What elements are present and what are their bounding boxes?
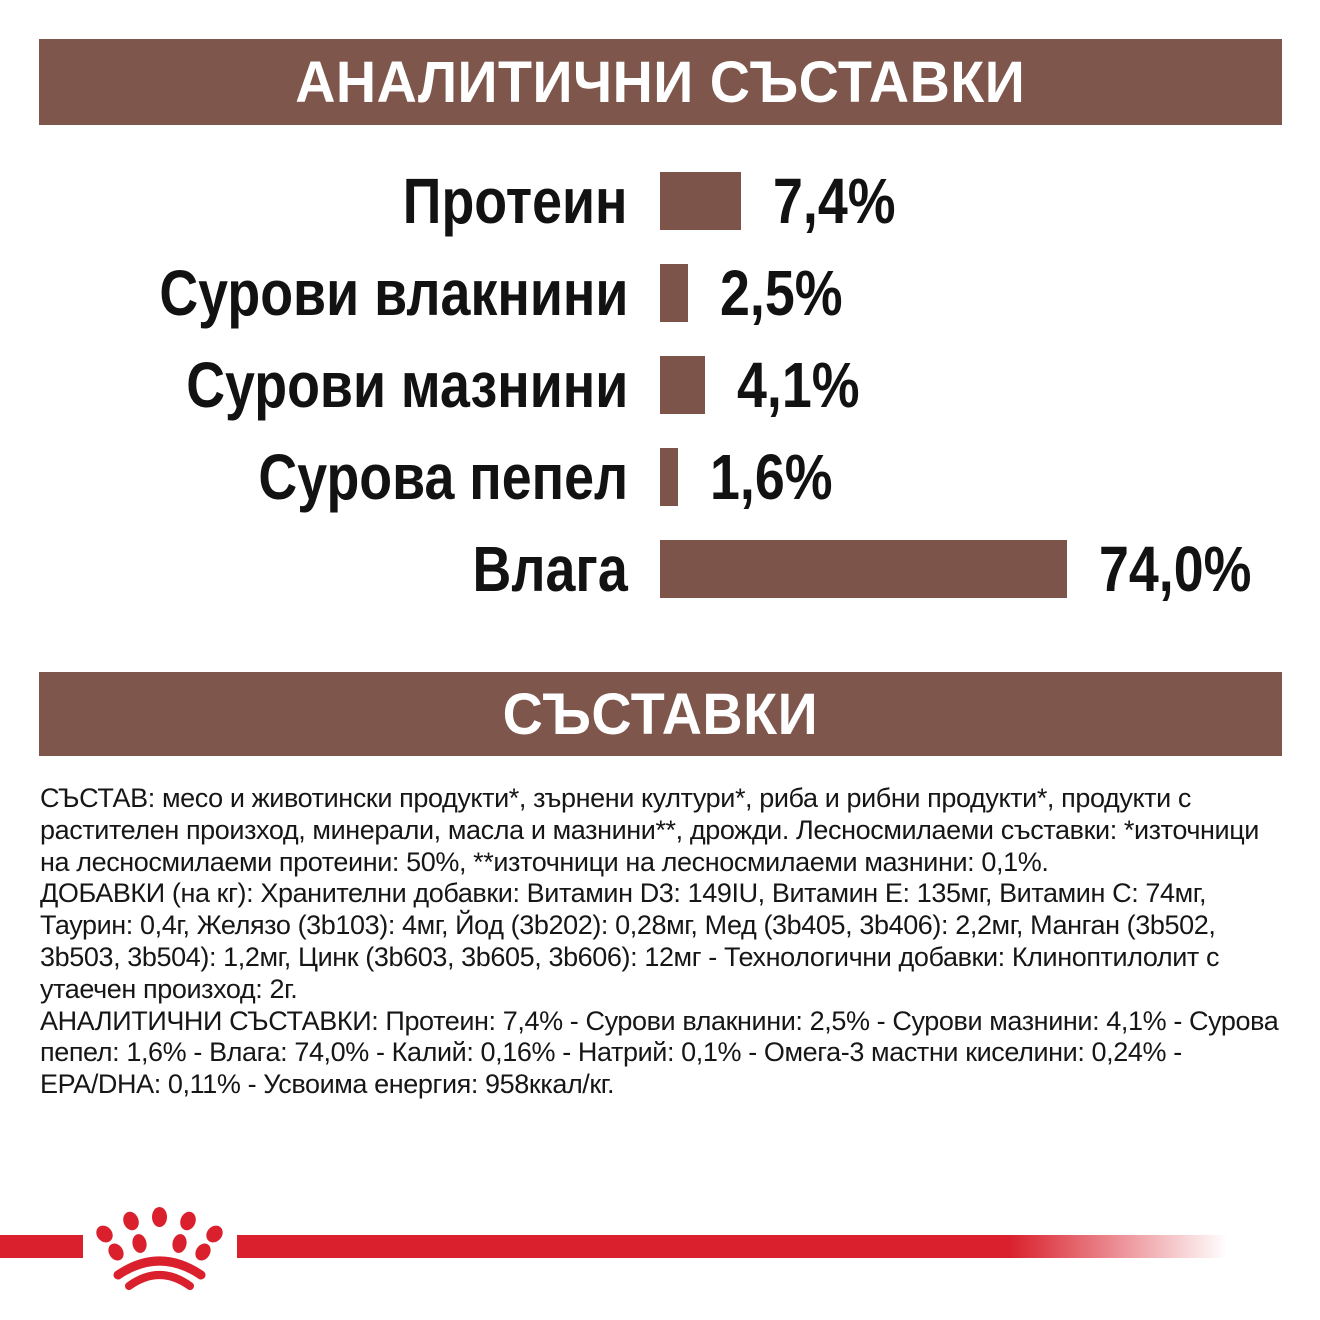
chart-row-value: 74,0% <box>1099 533 1252 605</box>
chart-bar <box>660 172 741 230</box>
analytical-constituents-paragraph: АНАЛИТИЧНИ СЪСТАВКИ: Протеин: 7,4% - Сурови влакнини: 2,5% - Сурови мазнини: 4,1% - Сурова пепел: 1,6% - Влага: 74,0% - Калий: 0,16% - Натрий: 0,1% - Омега-3 мастни киселини: 0,24% - EPA/DHA: 0,11% - Усвоима енергия: 958ккал/кг. <box>40 1005 1279 1100</box>
additives-paragraph: ДОБАВКИ (на кг): Хранителни добавки: Витамин D3: 149IU, Витамин E: 135мг, Витамин C: 74мг, Таурин: 0,4г, Желязо (3b103): 4мг, Йод (3b202): 0,28мг, Мед (3b405, 3b406): 2,2мг, Манган (3b502, 3b503, 3b504): 1,2мг, Цинк (3b603, 3b605, 3b606): 12мг - Технологични добавки: Клиноптилолит с утаечен произход: 2г. <box>40 878 1220 1004</box>
chart-row <box>0 155 1320 247</box>
chart-bar <box>660 448 678 506</box>
ingredients-text-block <box>40 783 1284 1101</box>
analytical-constituents-banner <box>39 39 1282 125</box>
chart-bar <box>660 356 705 414</box>
chart-row-value: 1,6% <box>709 441 833 513</box>
chart-row-value: 4,1% <box>737 349 860 421</box>
chart-row-label: Сурови мазнини <box>185 349 628 421</box>
analytical-constituents-title: АНАЛИТИЧНИ СЪСТАВКИ <box>295 49 1026 115</box>
chart-row-label: Влага <box>472 533 628 605</box>
chart-row <box>0 523 1320 615</box>
analytical-chart <box>0 155 1320 615</box>
chart-bar <box>660 264 688 322</box>
chart-row <box>0 247 1320 339</box>
brand-footer <box>0 1190 1320 1320</box>
chart-row-label: Протеин <box>403 165 628 237</box>
ingredients-banner <box>39 672 1282 756</box>
chart-row <box>0 431 1320 523</box>
ingredients-title: СЪСТАВКИ <box>502 681 819 747</box>
red-divider-line-right <box>237 1235 1227 1258</box>
royal-canin-crown-icon <box>93 1202 227 1292</box>
chart-row <box>0 339 1320 431</box>
red-divider-line-left <box>0 1235 83 1258</box>
chart-row-value: 7,4% <box>773 165 896 237</box>
chart-bar <box>660 540 1067 598</box>
composition-paragraph: СЪСТАВ: месо и животински продукти*, зърнени култури*, риба и рибни продукти*, продукти с растителен произход, минерали, масла и мазнини**, дрожди. Лесносмилаеми съставки: *източници на лесносмилаеми протеини: 50%, **източници на лесносмилаеми мазнини: 0,1%. <box>40 783 1259 877</box>
chart-row-label: Сурова пепел <box>258 441 628 513</box>
chart-row-value: 2,5% <box>719 257 843 329</box>
chart-row-label: Сурови влакнини <box>158 257 628 329</box>
